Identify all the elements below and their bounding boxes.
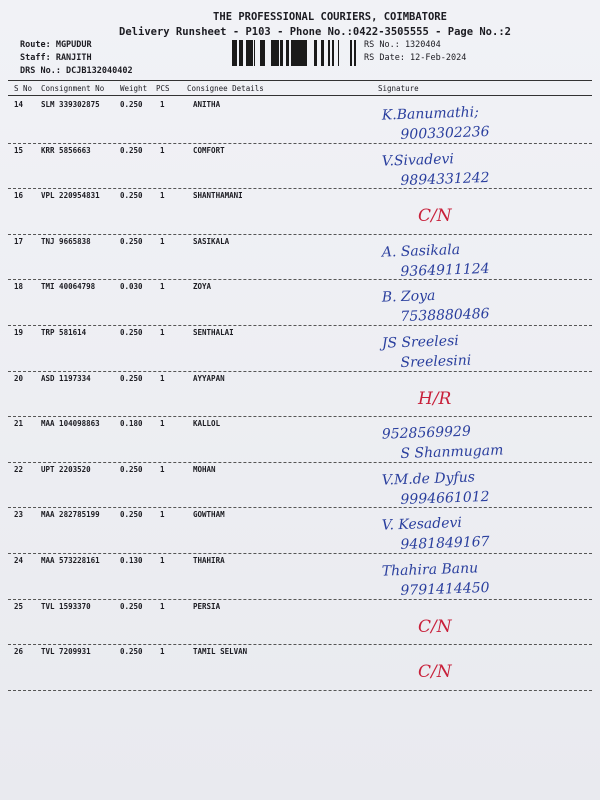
row-sno: 19 [14, 328, 24, 337]
rs-date: RS Date: 12-Feb-2024 [364, 53, 467, 63]
row-divider [8, 371, 592, 372]
handwritten-signature [370, 282, 595, 328]
row-consignment-no: MAA 104098863 [41, 419, 100, 429]
signature-text: C/N [418, 206, 452, 227]
row-weight: 0.250 [120, 236, 143, 246]
table-row [0, 328, 600, 374]
row-weight: 0.180 [120, 419, 143, 429]
row-consignment-no: ASD 1197334 [41, 373, 91, 383]
table-row [0, 510, 600, 556]
row-divider [8, 234, 592, 235]
row-weight: 0.250 [120, 464, 143, 474]
col-pcs: PCS [156, 84, 170, 93]
table-row [0, 556, 600, 602]
col-consignee: Consignee Details [187, 84, 264, 93]
row-pcs: 1 [160, 145, 165, 155]
signature-text: 9791414450 [400, 579, 490, 600]
signature-text: B. Zoya [381, 288, 436, 307]
company-title: THE PROFESSIONAL COURIERS, COIMBATORE [213, 11, 447, 23]
row-consignee: SHANTHAMANI [193, 191, 243, 201]
row-sno: 21 [14, 419, 24, 429]
row-weight: 0.030 [120, 282, 143, 292]
row-weight: 0.250 [120, 647, 143, 657]
signature-text: 7538880486 [400, 306, 490, 326]
handwritten-signature [370, 328, 595, 374]
row-sno: 16 [14, 191, 24, 201]
row-divider [8, 325, 592, 326]
row-consignee: AYYAPAN [193, 373, 225, 383]
signature-text: V.M.de Dyfus [381, 469, 476, 489]
row-consignee: THAHIRA [193, 556, 225, 565]
row-pcs: 1 [160, 100, 165, 109]
row-consignment-no: TMI 40064798 [41, 282, 96, 292]
row-consignee: MOHAN [193, 464, 216, 474]
row-consignment-no: MAA 282785199 [41, 510, 100, 520]
row-consignee: KALLOL [193, 419, 221, 429]
handwritten-signature [370, 510, 595, 556]
row-sno: 20 [14, 373, 24, 383]
col-sno: S No [14, 84, 33, 93]
row-weight: 0.250 [120, 328, 143, 337]
row-consignee: ZOYA [193, 282, 212, 292]
table-row [0, 100, 600, 146]
row-pcs: 1 [160, 419, 165, 429]
drs-number: DRS No.: DCJB132040402 [20, 66, 133, 76]
row-pcs: 1 [160, 282, 165, 292]
row-consignee: SENTHALAI [193, 328, 234, 337]
handwritten-signature [370, 647, 595, 693]
row-weight: 0.250 [120, 100, 143, 109]
rs-number: RS No.: 1320404 [364, 40, 441, 50]
signature-text: A. Sasikala [381, 241, 461, 261]
row-sno: 18 [14, 282, 24, 292]
row-pcs: 1 [160, 373, 165, 383]
signature-text: Thahira Banu [381, 560, 479, 580]
row-weight: 0.250 [120, 191, 143, 201]
row-weight: 0.250 [120, 373, 143, 383]
row-divider [8, 690, 592, 691]
row-pcs: 1 [160, 328, 165, 337]
signature-text: 9894331242 [400, 169, 490, 189]
barcode [232, 40, 356, 66]
col-signature: Signature [378, 84, 419, 93]
handwritten-signature [370, 237, 595, 283]
signature-text: 9994661012 [400, 488, 490, 508]
row-divider [8, 143, 592, 144]
route-label: Route: MGPUDUR [20, 40, 92, 50]
signature-text: C/N [418, 616, 452, 637]
signature-text: JS Sreelesi [381, 332, 459, 352]
row-divider [8, 507, 592, 508]
handwritten-signature [370, 419, 595, 465]
row-pcs: 1 [160, 510, 165, 520]
signature-text: H/R [418, 388, 452, 409]
row-sno: 22 [14, 464, 24, 474]
handwritten-signature [370, 374, 595, 420]
signature-text: 9364911124 [400, 260, 490, 280]
row-consignee: SASIKALA [193, 236, 230, 246]
row-consignee: ANITHA [193, 100, 221, 109]
row-consignment-no: MAA 573228161 [41, 556, 100, 565]
table-row [0, 374, 600, 420]
table-top-rule [8, 80, 592, 81]
row-consignment-no: VPL 220954831 [41, 191, 100, 201]
signature-text: 9003302236 [400, 123, 490, 144]
row-divider [8, 188, 592, 189]
table-row [0, 647, 600, 693]
signature-text: S Shanmugam [400, 442, 504, 463]
handwritten-signature [370, 465, 595, 511]
row-consignee: TAMIL SELVAN [193, 647, 248, 657]
table-header-rule [8, 95, 592, 96]
row-consignment-no: UPT 2203520 [41, 464, 91, 474]
signature-text: 9481849167 [400, 534, 490, 554]
handwritten-signature [370, 146, 595, 192]
table-row [0, 282, 600, 328]
staff-label: Staff: RANJITH [20, 53, 92, 63]
row-sno: 24 [14, 556, 24, 565]
row-sno: 14 [14, 100, 24, 109]
row-pcs: 1 [160, 647, 165, 657]
row-divider [8, 462, 592, 463]
row-consignment-no: TRP 581614 [41, 328, 87, 337]
row-divider [8, 553, 592, 554]
col-consignment: Consignment No [41, 84, 105, 93]
signature-text: K.Banumathi; [381, 104, 480, 124]
row-sno: 15 [14, 145, 24, 155]
handwritten-signature [370, 191, 595, 237]
row-sno: 26 [14, 647, 24, 657]
table-row [0, 191, 600, 237]
row-sno: 25 [14, 601, 24, 611]
handwritten-signature [370, 602, 595, 648]
signature-text: C/N [418, 662, 452, 683]
row-sno: 23 [14, 510, 24, 520]
row-sno: 17 [14, 236, 24, 246]
row-divider [8, 644, 592, 645]
col-weight: Weight [120, 84, 148, 93]
signature-text: V. Kesadevi [381, 515, 463, 535]
row-divider [8, 599, 592, 600]
row-weight: 0.250 [120, 601, 143, 611]
row-weight: 0.130 [120, 556, 143, 565]
table-row [0, 465, 600, 511]
table-row [0, 602, 600, 648]
row-pcs: 1 [160, 601, 165, 611]
row-consignment-no: SLM 339302875 [41, 100, 100, 109]
signature-text: V.Sivadevi [381, 150, 455, 170]
row-pcs: 1 [160, 236, 165, 246]
runsheet-title: Delivery Runsheet - P103 - Phone No.:0422-3505555 - Page No.:2 [119, 26, 511, 38]
row-consignment-no: TNJ 9665838 [41, 236, 91, 246]
signature-text: 9528569929 [381, 423, 472, 443]
row-divider [8, 279, 592, 280]
signature-text: Sreelesini [400, 352, 472, 372]
row-consignee: COMFORT [193, 145, 225, 155]
row-weight: 0.250 [120, 145, 143, 155]
handwritten-signature [370, 100, 595, 146]
table-row [0, 237, 600, 283]
handwritten-signature [370, 556, 595, 602]
row-consignee: GOWTHAM [193, 510, 225, 520]
row-weight: 0.250 [120, 510, 143, 520]
row-consignee: PERSIA [193, 601, 221, 611]
row-pcs: 1 [160, 556, 165, 565]
row-divider [8, 416, 592, 417]
table-row [0, 419, 600, 465]
row-pcs: 1 [160, 191, 165, 201]
row-consignment-no: TVL 7209931 [41, 647, 91, 657]
table-row [0, 146, 600, 192]
row-pcs: 1 [160, 464, 165, 474]
row-consignment-no: KRR 5856663 [41, 145, 91, 155]
row-consignment-no: TVL 1593370 [41, 601, 91, 611]
